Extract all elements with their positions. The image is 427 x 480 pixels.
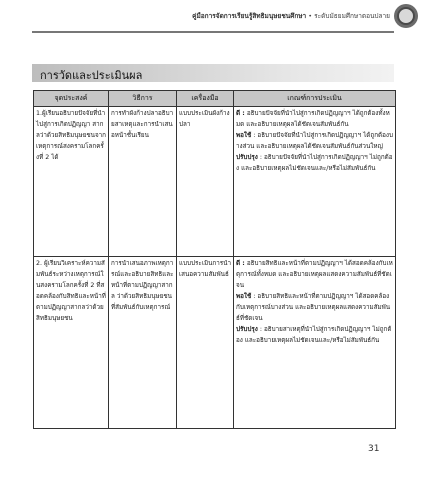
criteria-improve	[236, 152, 393, 174]
criteria-label: ดี :	[236, 260, 245, 267]
criteria-text: อธิบายปัจจัยที่นำไปสู่การเกิดปฏิญญาฯ ได้ถูกต้องทั้งหมด และอธิบายเหตุผลได้ชัดเจนสัมพันธ์กัน	[236, 110, 390, 128]
cell-objective: 1.ผู้เรียนอธิบายปัจจัยที่นำไปสู่การเกิดปฏิญญา สากลว่าด้วยสิทธิมนุษยชนจากเหตุการณ์สงครามโลกครั้งที่ 2 ได้	[34, 107, 109, 257]
criteria-label: ดี :	[236, 110, 245, 117]
table-row	[34, 257, 396, 429]
criteria-text: : อธิบายปัจจัยที่นำไปสู่การเกิดปฏิญญาฯ ไม่ถูกต้อง และอธิบายเหตุผลไม่ชัดเจนและ/หรือไม่สัมพันธ์กัน	[236, 154, 393, 172]
criteria-improve	[236, 324, 393, 346]
header-title-bold: คู่มือการจัดการเรียนรู้สิทธิมนุษยชนศึกษา	[192, 12, 307, 20]
evaluation-table	[33, 90, 396, 429]
criteria-fair	[236, 130, 393, 152]
header-tool: เครื่องมือ	[177, 91, 234, 107]
criteria-label: พอใช้	[236, 293, 252, 300]
criteria-fair	[236, 291, 393, 324]
section-title: การวัดและประเมินผล	[40, 69, 143, 82]
cell-tool: แบบประเมินการนำเสนอความสัมพันธ์	[177, 257, 234, 429]
criteria-text: อธิบายสิทธิและหน้าที่ตามปฏิญญาฯ ได้สอดคล้องกับเหตุการณ์ทั้งหมด และอธิบายเหตุผลแสดงความสัมพันธ์ที่ชัดเจน	[236, 260, 393, 289]
header-title-rest: • ระดับมัธยมศึกษาตอนปลาย	[306, 12, 390, 20]
table-row	[34, 107, 396, 257]
running-header	[150, 11, 390, 21]
header-criteria: เกณฑ์การประเมิน	[234, 91, 396, 107]
cell-tool: แบบประเมินผังก้างปลา	[177, 107, 234, 257]
header-method: วิธีการ	[109, 91, 177, 107]
cell-method: การนำเสนอภาพเหตุการณ์และอธิบายสิทธิและหน้าที่ตามปฏิญญาสากล ว่าด้วยสิทธิมนุษยชนที่สัมพันธ์กับเหตุการณ์	[109, 257, 177, 429]
criteria-good	[236, 258, 393, 291]
header-divider	[32, 31, 394, 33]
cell-criteria	[234, 107, 396, 257]
criteria-text: : อธิบายปัจจัยที่นำไปสู่การเกิดปฏิญญาฯ ได้ถูกต้องบางส่วน และอธิบายเหตุผลได้ชัดเจนสัมพันธ์กันส่วนใหญ่	[236, 132, 393, 150]
cell-method: การทำผังก้างปลาอธิบายสาเหตุและการนำเสนอหน้าชั้นเรียน	[109, 107, 177, 257]
criteria-label: ปรับปรุง	[236, 154, 258, 161]
criteria-good	[236, 108, 393, 130]
criteria-label: ปรับปรุง	[236, 326, 258, 333]
criteria-text: : อธิบายสิทธิและหน้าที่ตามปฏิญญาฯ ได้สอดคล้องกับเหตุการณ์บางส่วน และอธิบายเหตุผลแสดงความสัมพันธ์ที่ชัดเจน	[236, 293, 391, 322]
cell-criteria	[234, 257, 396, 429]
logo-emblem-icon	[394, 4, 418, 28]
cell-objective: 2. ผู้เรียนวิเคราะห์ความสัมพันธ์ระหว่างเหตุการณ์ในสงครามโลกครั้งที่ 2 ที่สอดคล้องกับสิทธิและหน้าที่ตามปฏิญญาสากลว่าด้วยสิทธิมนุษยชน	[34, 257, 109, 429]
criteria-text: : อธิบายสาเหตุที่นำไปสู่การเกิดปฏิญญาฯ ไม่ถูกต้อง และอธิบายเหตุผลไม่ชัดเจนและ/หรือไม่สัมพันธ์กัน	[236, 326, 392, 344]
table-header-row	[34, 91, 396, 107]
criteria-label: พอใช้	[236, 132, 252, 139]
header-objective: จุดประสงค์	[34, 91, 109, 107]
logo-inner-icon	[397, 7, 415, 25]
page-number: 31	[368, 444, 380, 454]
